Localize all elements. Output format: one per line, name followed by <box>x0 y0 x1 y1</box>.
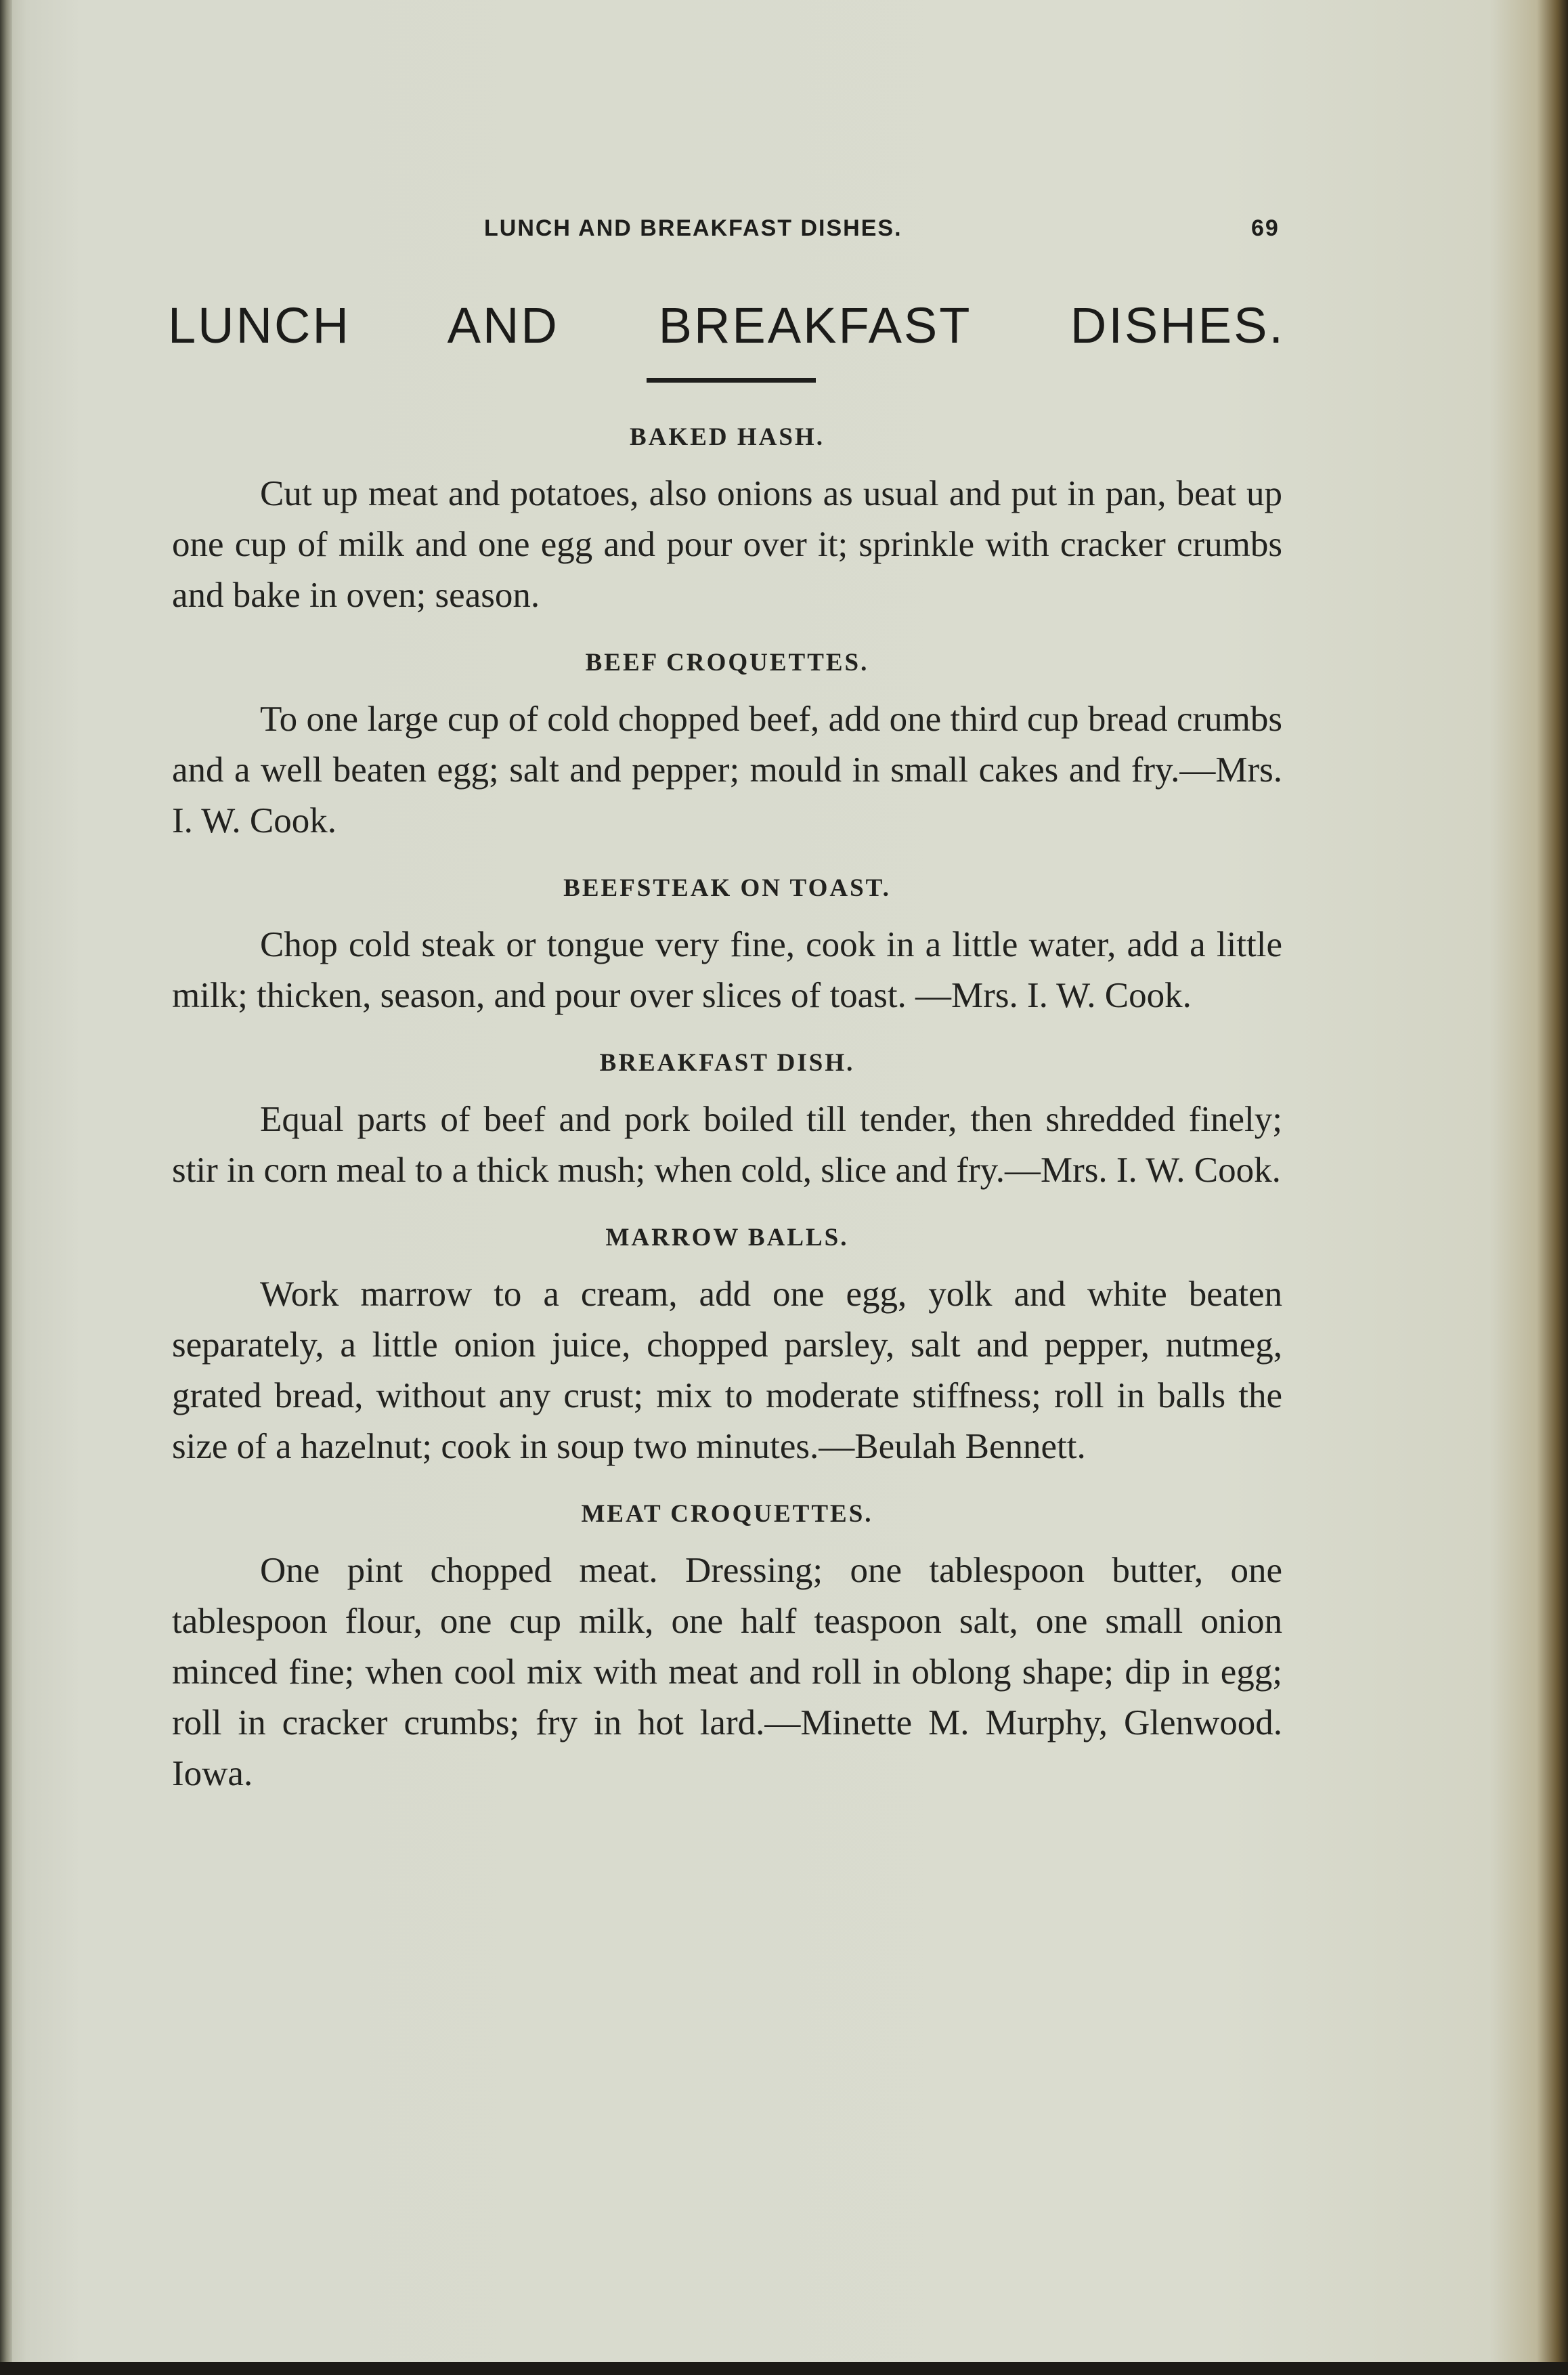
chapter-title: LUNCH AND BREAKFAST DISHES. <box>168 297 1285 354</box>
recipe-list <box>172 406 1282 1810</box>
recipe-body: Chop cold steak or tongue very fine, cook in a little water, add a little milk; thicken, season, and pour over slices of toast. —Mrs. I. W. Cook. <box>172 925 1282 1015</box>
recipe-heading: MEAT CROQUETTES. <box>581 1500 873 1528</box>
running-head <box>0 215 1568 249</box>
recipe-beef-croquettes <box>172 632 1282 847</box>
title-rule-divider <box>647 378 816 383</box>
recipe-baked-hash <box>172 406 1282 621</box>
recipe-marrow-balls <box>172 1207 1282 1472</box>
page-spine-edge <box>0 0 12 2375</box>
recipe-breakfast-dish <box>172 1032 1282 1196</box>
recipe-heading: MARROW BALLS. <box>605 1224 849 1251</box>
recipe-beefsteak-on-toast <box>172 857 1282 1021</box>
recipe-body: Equal parts of beef and pork boiled till tender, then shredded finely; stir in corn meal to a thick mush; when cold, slice and fry.—Mrs. I. W. Cook. <box>172 1100 1282 1190</box>
recipe-body: Work marrow to a cream, add one egg, yolk and white beaten separately, a little onion juice, chopped parsley, salt and pepper, nutmeg, grated bread, without any crust; mix to moderate stiffness; roll in balls the size of a hazelnut; cook in soup two minutes.—Beulah Bennett. <box>172 1275 1282 1466</box>
recipe-meat-croquettes <box>172 1483 1282 1799</box>
page-number: 69 <box>1251 215 1280 241</box>
recipe-heading: BEEFSTEAK ON TOAST. <box>563 874 891 902</box>
recipe-body: Cut up meat and potatoes, also onions as usual and put in pan, beat up one cup of milk and one egg and pour over it; sprinkle with cracker crumbs and bake in oven; season. <box>172 474 1282 615</box>
page-bottom-edge <box>0 2362 1568 2375</box>
running-head-title: LUNCH AND BREAKFAST DISHES. <box>484 215 902 241</box>
recipe-heading: BEEF CROQUETTES. <box>585 649 869 677</box>
recipe-heading: BREAKFAST DISH. <box>599 1049 855 1077</box>
recipe-body: One pint chopped meat. Dressing; one tablespoon butter, one tablespoon flour, one cup milk, one half teaspoon salt, one small onion minced fine; when cool mix with meat and roll in oblong shape; dip in egg; roll in cracker crumbs; fry in hot lard.—Minette M. Murphy, Glenwood. Iowa. <box>172 1551 1282 1793</box>
recipe-heading: BAKED HASH. <box>630 423 825 451</box>
recipe-body: To one large cup of cold chopped beef, add one third cup bread crumbs and a well beaten egg; salt and pepper; mould in small cakes and fry.—Mrs. I. W. Cook. <box>172 700 1282 840</box>
